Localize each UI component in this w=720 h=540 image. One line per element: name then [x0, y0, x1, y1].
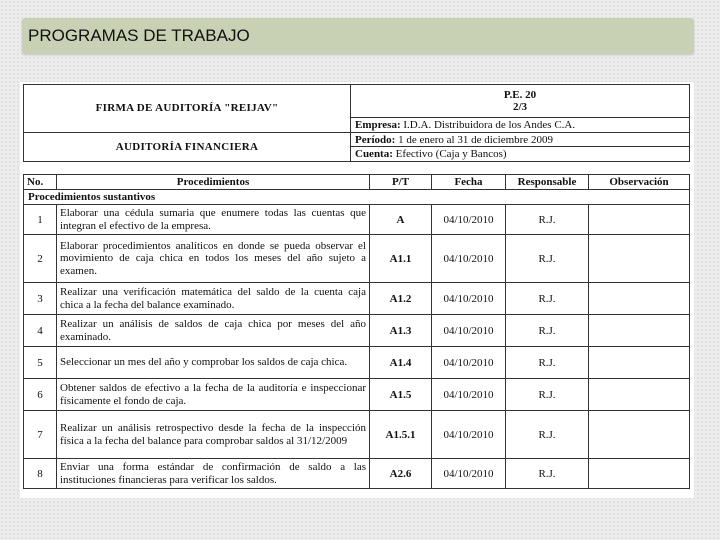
responsible-cell: R.J. — [506, 315, 589, 347]
procedure-text: Realizar una verificación matemática del saldo de la cuenta caja chica a la fecha del balance examinado. — [57, 283, 370, 315]
row-number: 2 — [24, 235, 57, 283]
responsible-cell: R.J. — [506, 347, 589, 379]
working-paper-ref: A1.4 — [370, 347, 432, 379]
procedure-text: Elaborar una cédula sumaria que enumere todas las cuentas que integran el efectivo de la empresa. — [57, 205, 370, 235]
working-paper-ref: A1.1 — [370, 235, 432, 283]
procedure-text: Elaborar procedimientos analíticos en donde se pueda observar el movimiento de caja chica en todos los meses del año sujeto a examen. — [57, 235, 370, 283]
procedure-text: Obtener saldos de efectivo a la fecha de la auditoría e inspeccionar físicamente el fondo de caja. — [57, 379, 370, 411]
row-number: 6 — [24, 379, 57, 411]
document-page — [20, 82, 694, 498]
date-cell: 04/10/2010 — [432, 283, 506, 315]
working-paper-ref: A1.5 — [370, 379, 432, 411]
audit-type: AUDITORÍA FINANCIERA — [24, 132, 351, 161]
table-row — [24, 379, 690, 411]
column-header: Fecha — [432, 175, 506, 190]
row-number: 5 — [24, 347, 57, 379]
working-paper-ref: A1.2 — [370, 283, 432, 315]
observation-cell — [589, 347, 690, 379]
slide-title: PROGRAMAS DE TRABAJO — [28, 26, 250, 45]
column-header: Observación — [589, 175, 690, 190]
company-name: I.D.A. Distribuidora de los Andes C.A. — [403, 119, 576, 132]
row-number: 1 — [24, 205, 57, 235]
account-value: Efectivo (Caja y Bancos) — [395, 148, 507, 161]
column-header: Responsable — [506, 175, 589, 190]
date-cell: 04/10/2010 — [432, 347, 506, 379]
table-row — [24, 459, 690, 489]
responsible-cell: R.J. — [506, 411, 589, 459]
observation-cell — [589, 411, 690, 459]
period-label: Período: — [355, 133, 396, 146]
date-cell: 04/10/2010 — [432, 459, 506, 489]
date-cell: 04/10/2010 — [432, 379, 506, 411]
observation-cell — [589, 379, 690, 411]
working-paper-ref: A — [370, 205, 432, 235]
table-row — [24, 205, 690, 235]
table-row — [24, 315, 690, 347]
working-paper-ref: A1.5.1 — [370, 411, 432, 459]
reference-cell — [351, 85, 690, 118]
date-cell: 04/10/2010 — [432, 235, 506, 283]
responsible-cell: R.J. — [506, 459, 589, 489]
account-cell — [351, 147, 690, 162]
company-cell — [351, 118, 690, 133]
working-paper-ref: A2.6 — [370, 459, 432, 489]
observation-cell — [589, 283, 690, 315]
responsible-cell: R.J. — [506, 379, 589, 411]
responsible-cell: R.J. — [506, 205, 589, 235]
company-label: Empresa: — [355, 119, 401, 132]
column-header: P/T — [370, 175, 432, 190]
section-title: Procedimientos sustantivos — [24, 190, 690, 205]
responsible-cell: R.J. — [506, 235, 589, 283]
date-cell: 04/10/2010 — [432, 205, 506, 235]
row-number: 7 — [24, 411, 57, 459]
procedure-text: Enviar una forma estándar de confirmación de saldo a las instituciones financieras para verificar los saldos. — [57, 459, 370, 489]
procedure-text: Realizar un análisis de saldos de caja chica por meses del año examinado. — [57, 315, 370, 347]
row-number: 3 — [24, 283, 57, 315]
date-cell: 04/10/2010 — [432, 411, 506, 459]
responsible-cell: R.J. — [506, 283, 589, 315]
observation-cell — [589, 459, 690, 489]
date-cell: 04/10/2010 — [432, 315, 506, 347]
document-header — [23, 84, 690, 162]
table-header-row — [24, 175, 690, 190]
procedures-table — [23, 174, 690, 489]
table-row — [24, 235, 690, 283]
observation-cell — [589, 235, 690, 283]
procedure-text: Seleccionar un mes del año y comprobar los saldos de caja chica. — [57, 347, 370, 379]
table-row — [24, 411, 690, 459]
firm-name: FIRMA DE AUDITORÍA "REIJAV" — [24, 85, 351, 133]
reference-code: P.E. 20 — [503, 89, 537, 102]
row-number: 4 — [24, 315, 57, 347]
column-header: Procedimientos — [57, 175, 370, 190]
procedure-text: Realizar un análisis retrospectivo desde la fecha de la inspección física a la fecha del balance para comprobar saldos al 31/12/2009 — [57, 411, 370, 459]
observation-cell — [589, 315, 690, 347]
working-paper-ref: A1.3 — [370, 315, 432, 347]
account-label: Cuenta: — [355, 148, 393, 161]
observation-cell — [589, 205, 690, 235]
page-number: 2/3 — [512, 101, 528, 114]
column-header: No. — [24, 175, 57, 190]
period-cell — [351, 132, 690, 147]
period-value: 1 de enero al 31 de diciembre 2009 — [398, 133, 553, 146]
row-number: 8 — [24, 459, 57, 489]
table-row — [24, 347, 690, 379]
slide-title-bar — [22, 18, 694, 54]
section-row — [24, 190, 690, 205]
table-row — [24, 283, 690, 315]
